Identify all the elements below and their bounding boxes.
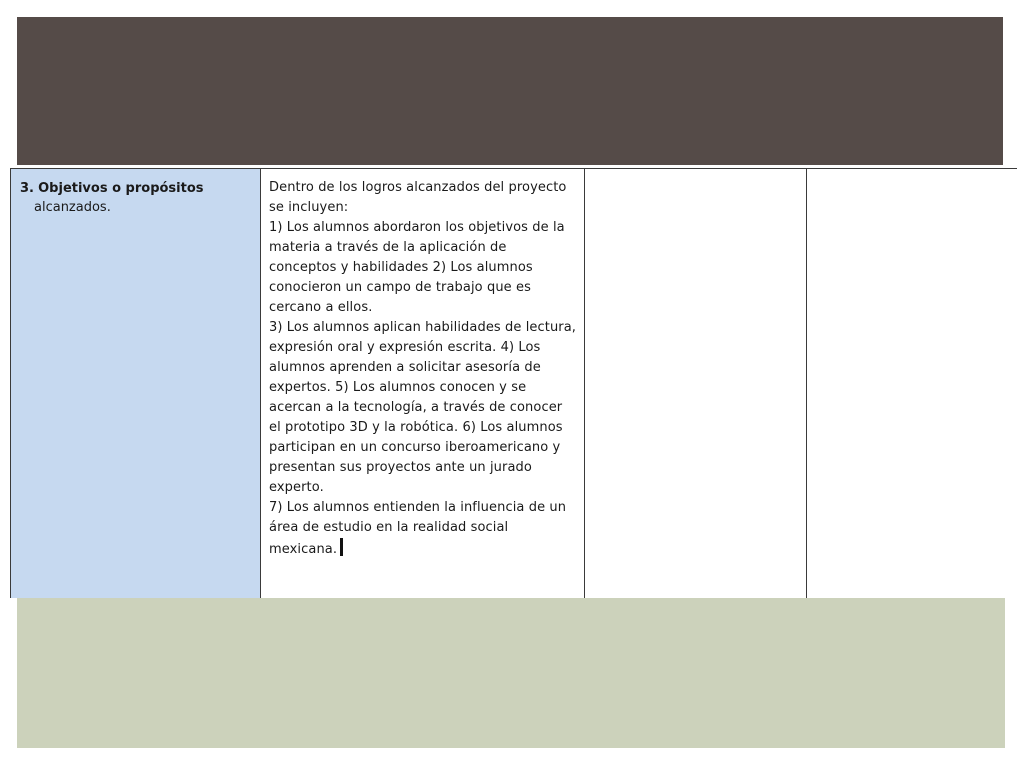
heading-rest-text: alcanzados. [34,200,111,215]
heading-bold-text: Objetivos o propósitos [38,181,204,196]
description-item-1-2: 1) Los alumnos abordaron los objetivos de la materia a través de la aplicación de conceptos y habilidades 2) Los alumnos conocieron un campo de trabajo que es cercano a ellos. [269,220,565,315]
footer-band [17,598,1005,748]
description-item-7-text: 7) Los alumnos entienden la influencia de un área de estudio en la realidad social mexicana. [269,500,567,557]
empty-cell-3 [585,169,807,599]
document-table [10,168,1017,598]
row-description [261,169,584,560]
description-item-7 [269,498,577,560]
table-row [11,169,1018,599]
row-heading [11,169,260,217]
row-heading-cell [11,169,261,599]
heading-number: 3. [20,181,34,196]
empty-cell-4 [807,169,1018,599]
description-item-3-6: 3) Los alumnos aplican habilidades de lectura, expresión oral y expresión escrita. 4) Los alumnos aprenden a solicitar asesoría de expertos. 5) Los alumnos conocen y se acercan a la tecnología, a través de conocer el prototipo 3D y la robótica. 6) Los alumnos participan en un concurso iberoamericano y presentan sus proyectos ante un jurado experto. [269,320,577,495]
row-description-cell [261,169,585,599]
text-cursor [340,538,343,556]
description-intro: Dentro de los logros alcanzados del proyecto se incluyen: [269,180,567,215]
header-band [17,17,1003,165]
